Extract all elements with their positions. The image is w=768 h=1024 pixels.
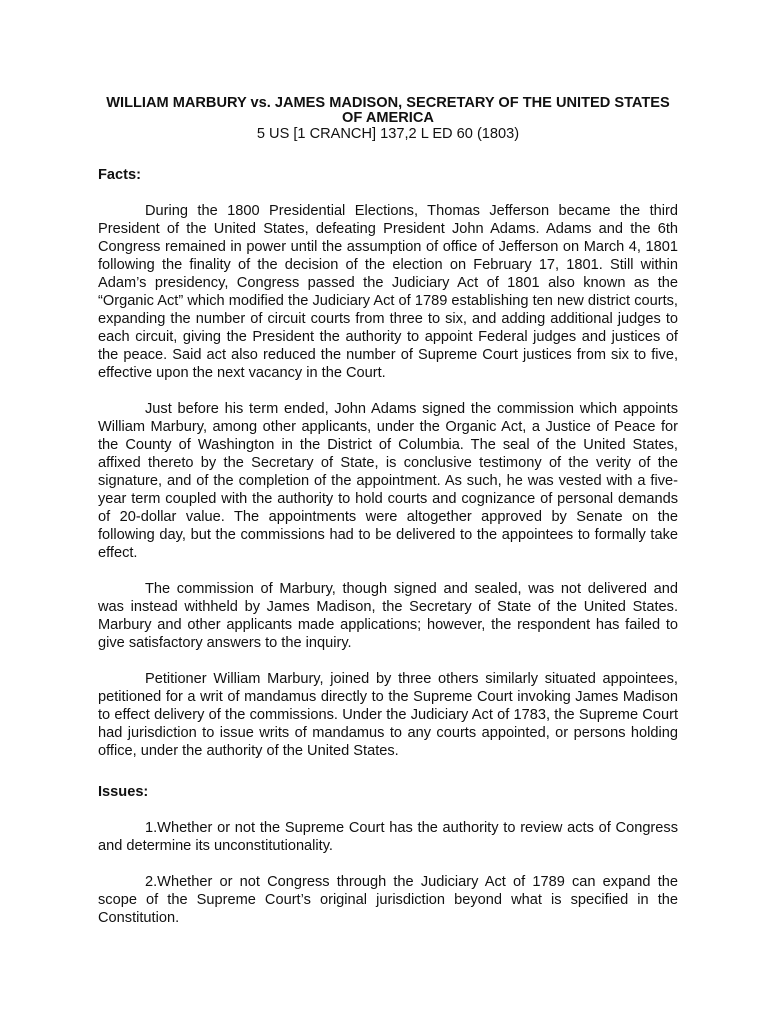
issue-text-2: Whether or not Congress through the Judiciary Act of 1789 can expand the scope of the Supreme Court’s original jurisdiction beyond what is specified in the Constitution. bbox=[98, 874, 678, 926]
facts-paragraph-2: Just before his term ended, John Adams signed the commission which appoints William Marbury, among other applicants, under the Organic Act, a Justice of Peace for the County of Washington in the District of Columbia. The seal of the United States, affixed thereto by the Secretary of State, is conclusive testimony of the verity of the signature, and of the completion of the appointment. As such, he was vested with a five-year term coupled with the authority to hold courts and cognizance of personal demands of 20-dollar value. The appointments were altogether approved by Senate on the following day, but the commissions had to be delivered to the appointees to formally take effect. bbox=[98, 401, 678, 561]
issue-number-1: 1. bbox=[145, 820, 158, 836]
facts-paragraph-4: Petitioner William Marbury, joined by three others similarly situated appointees, petitioned for a writ of mandamus directly to the Supreme Court invoking James Madison to effect delivery of the commissions. Under the Judiciary Act of 1783, the Supreme Court had jurisdiction to issue writs of mandamus to any courts appointed, or persons holding office, under the authority of the United States. bbox=[98, 671, 678, 759]
facts-heading: Facts: bbox=[98, 167, 141, 183]
issue-text-1: Whether or not the Supreme Court has the authority to review acts of Congress and determine its unconstitutionality. bbox=[98, 820, 678, 854]
issues-heading: Issues: bbox=[98, 784, 149, 800]
facts-paragraph-1: During the 1800 Presidential Elections, Thomas Jefferson became the third President of the United States, defeating President John Adams. Adams and the 6th Congress remained in power until the assumption of office of Jefferson on March 4, 1801 following the finality of the decision of the election on February 17, 1801. Still within Adam’s presidency, Congress passed the Judiciary Act of 1801 also known as the “Organic Act” which modified the Judiciary Act of 1789 establishing ten new district courts, expanding the number of circuit courts from three to six, and adding additional judges to each circuit, giving the President the authority to appoint Federal judges and justices of the peace. Said act also reduced the number of Supreme Court justices from six to five, effective upon the next vacancy in the Court. bbox=[98, 203, 678, 381]
facts-paragraph-3: The commission of Marbury, though signed and sealed, was not delivered and was instead withheld by James Madison, the Secretary of State of the United States. Marbury and other applicants made applications; however, the respondent has failed to give satisfactory answers to the inquiry. bbox=[98, 581, 678, 651]
case-title: WILLIAM MARBURY vs. JAMES MADISON, SECRETARY OF THE UNITED STATES OF AMERICA bbox=[106, 95, 670, 126]
issue-number-2: 2. bbox=[145, 874, 158, 890]
document-page bbox=[98, 96, 678, 945]
case-citation: 5 US [1 CRANCH] 137,2 L ED 60 (1803) bbox=[256, 126, 520, 142]
issue-item-2 bbox=[98, 873, 678, 927]
issue-item-1 bbox=[98, 819, 678, 855]
